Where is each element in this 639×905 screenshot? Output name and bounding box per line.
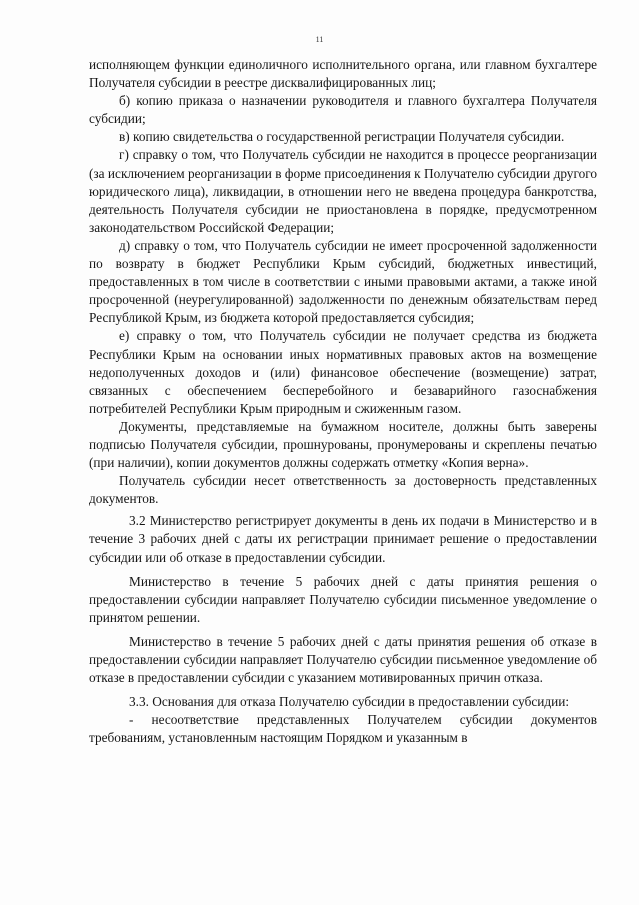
page-number: 11 [315, 35, 324, 44]
paragraph-item-g: г) справку о том, что Получатель субсидии не находится в процессе реорганизации (за исключением реорганизации в форме присоединения к Получателю субсидии другого юридического лица), ликвидации, в отношении него не введена процедура банкротства, деятельность Получателя субсидии не приостановлена в порядке, предусмотренном законодательством Российской Федерации; [89, 147, 597, 235]
paragraph-continuation: исполняющем функции единоличного исполнительного органа, или главном бухгалтере Получателя субсидии в реестре дисквалифицированных лиц; [89, 57, 597, 91]
paragraph-section-3-3: 3.3. Основания для отказа Получателю субсидии в предоставлении субсидии: [129, 694, 570, 710]
paragraph-responsibility: Получатель субсидии несет ответственность за достоверность представленных документов. [89, 473, 597, 507]
paragraph-grant-notice: Министерство в течение 5 рабочих дней с даты принятия решения о предоставлении субсидии направляет Получателю субсидии письменное уведомление о принятом решении. [89, 573, 597, 625]
paragraph-item-b: б) копию приказа о назначении руководителя и главного бухгалтера Получателя субсидии; [89, 93, 597, 127]
paragraph-refusal-notice: Министерство в течение 5 рабочих дней с даты принятия решения об отказе в предоставлении субсидии направляет Получателю субсидии письменное уведомление об отказе в предоставлении субсидии с указанием мотивированных причин отказа. [89, 633, 597, 686]
paragraph-item-e: е) справку о том, что Получатель субсидии не получает средства из бюджета Республики Крым на основании иных нормативных правовых актов на возмещение недополученных доходов и (или) финансовое обеспечение (возмещение) затрат, связанных с обеспечением бесперебойного и безаварийного газоснабжения потребителей Республики Крым природным и сжиженным газом. [89, 328, 597, 416]
paragraph-documents-certification: Документы, представляемые на бумажном носителе, должны быть заверены подписью Получателя субсидии, прошнурованы, пронумерованы и скреплены печатью (при наличии), копии документов должны содержать отметку «Копия верна». [89, 418, 597, 471]
paragraph-section-3-2: 3.2 Министерство регистрирует документы в день их подачи в Министерство и в течение 3 рабочих дней с даты их регистрации принимает решение о предоставлении субсидии или об отказе в предоставлении субсидии. [89, 513, 597, 565]
paragraph-item-v: в) копию свидетельства о государственной регистрации Получателя субсидии. [119, 129, 565, 145]
paragraph-item-d: д) справку о том, что Получатель субсидии не имеет просроченной задолженности по возврату в бюджет Республики Крым субсидий, бюджетных инвестиций, предоставленных в том числе в соответствии с иными правовыми актами, а также иной просроченной (неурегулированной) задолженности по денежным обязательствам перед Республикой Крым, из бюджета которой предоставляется субсидия; [89, 237, 597, 326]
document-body [89, 56, 597, 747]
paragraph-refusal-ground-1: - несоответствие представленных Получателем субсидии документов требованиям, установленным настоящим Порядком и указанным в [89, 712, 597, 746]
